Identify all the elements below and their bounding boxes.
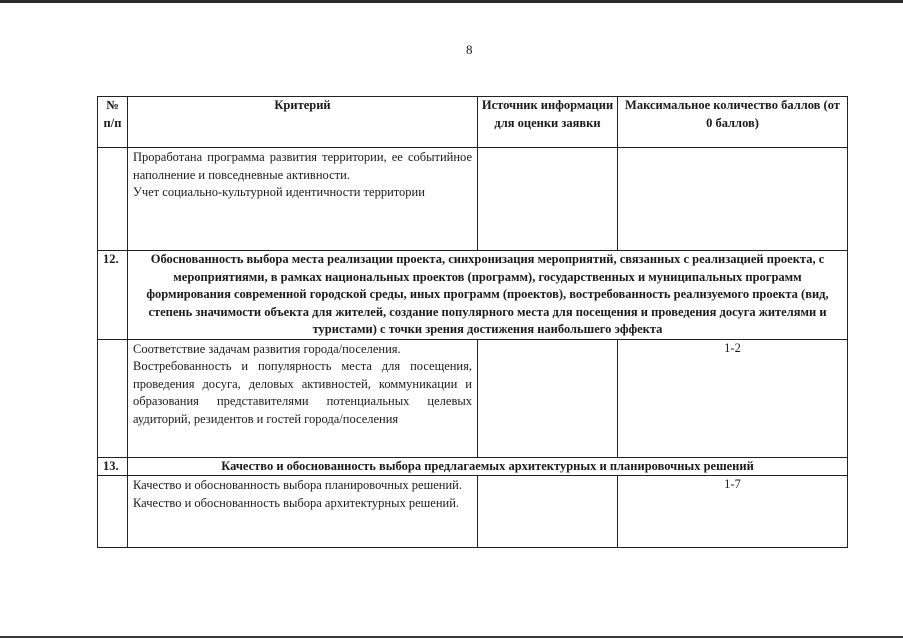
- section-body-num: [98, 339, 128, 457]
- scan-bottom-edge: [0, 636, 903, 638]
- section-number: 12.: [98, 251, 128, 340]
- section-criterion: [128, 339, 478, 457]
- section-title-row: [98, 457, 848, 476]
- criterion-paragraph: Качество и обоснованность выбора планировочных решений.: [133, 478, 462, 492]
- page-number: 8: [466, 42, 473, 57]
- continuation-score: [618, 148, 848, 251]
- section-source: [478, 339, 618, 457]
- criterion-paragraph: Качество и обоснованность выбора архитектурных решений.: [133, 495, 460, 510]
- continuation-row: [98, 148, 848, 251]
- section-body-num: [98, 476, 128, 548]
- section-criterion: [128, 476, 478, 548]
- header-criterion: Критерий: [128, 97, 478, 148]
- section-body-row: [98, 339, 848, 457]
- header-num: № п/п: [98, 97, 128, 148]
- section-title: Обоснованность выбора места реализации проекта, синхронизация мероприятий, связанных с реализацией проекта, с мероприятиями, в рамках национальных проектов (программ), государственных и муниципальных программ формирования современной городской среды, иных программ (проектов), востребованность реализуемого проекта (вид, степень значимости объекта для жителей, создание популярного места для посещения и проведения досуга жителями и туристами) с точки зрения достижения наибольшего эффекта: [128, 251, 848, 340]
- continuation-paragraph: Проработана программа развития территории, ее событийное наполнение и повседневные активности.: [133, 150, 472, 182]
- criteria-table: [97, 96, 848, 548]
- criterion-paragraph: Соответствие задачам развития города/поселения.: [133, 341, 401, 356]
- section-score: 1-2: [618, 339, 848, 457]
- section-title: Качество и обоснованность выбора предлагаемых архитектурных и планировочных решений: [128, 457, 848, 476]
- header-row: [98, 97, 848, 148]
- continuation-num: [98, 148, 128, 251]
- continuation-criterion: [128, 148, 478, 251]
- section-score: 1-7: [618, 476, 848, 548]
- section-title-row: [98, 251, 848, 340]
- header-max-score: Максимальное количество баллов (от 0 баллов): [618, 97, 848, 148]
- continuation-source: [478, 148, 618, 251]
- section-number: 13.: [98, 457, 128, 476]
- criterion-paragraph: Востребованность и популярность места для посещения, проведения досуга, деловых активностей, коммуникации и образования представителями потенциальных целевых аудиторий, резидентов и гостей города/поселения: [133, 359, 472, 426]
- scan-top-edge: [0, 0, 903, 3]
- section-body-row: [98, 476, 848, 548]
- continuation-paragraph: Учет социально-культурной идентичности территории: [133, 185, 425, 199]
- header-source: Источник информации для оценки заявки: [478, 97, 618, 148]
- section-source: [478, 476, 618, 548]
